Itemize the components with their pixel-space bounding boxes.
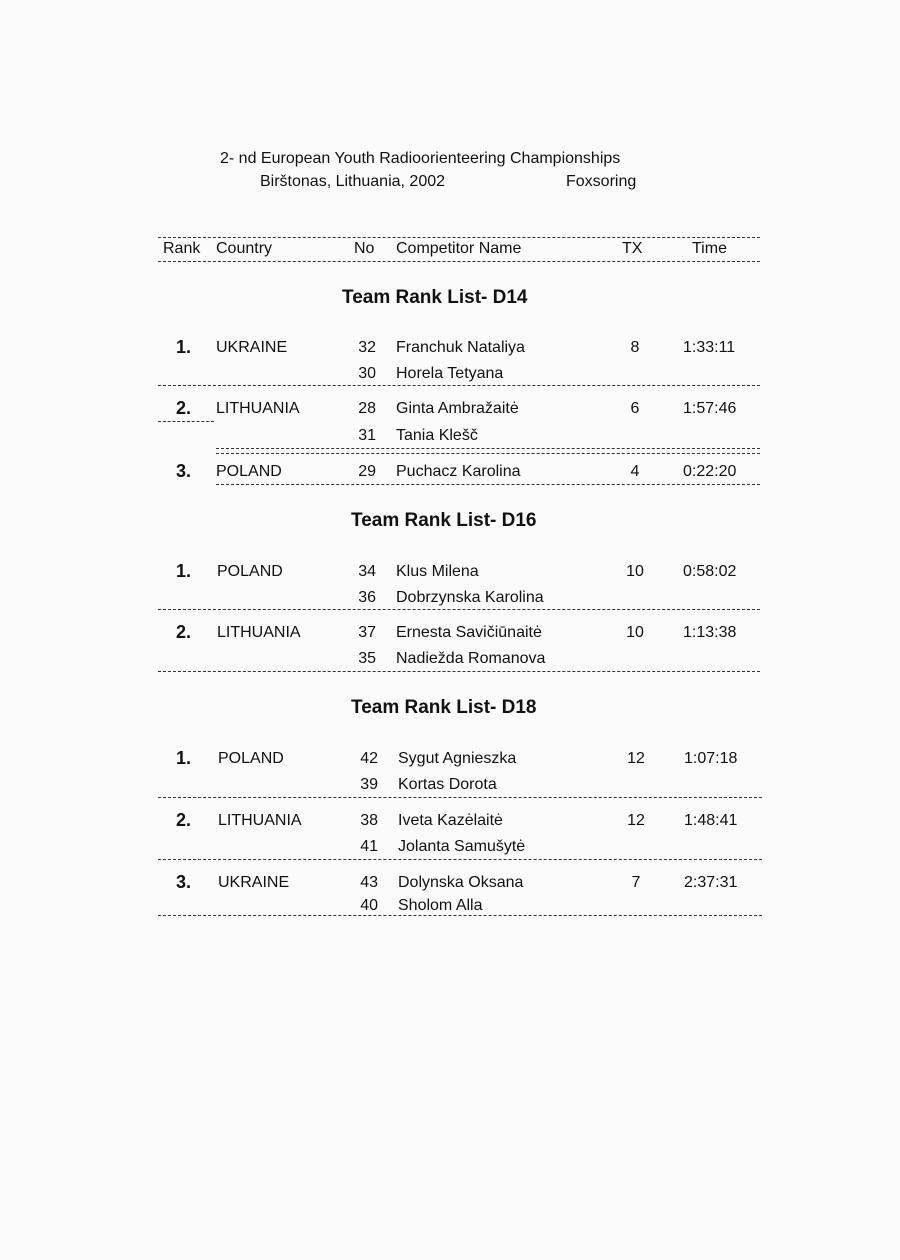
- team-divider: [216, 484, 760, 485]
- team-country: LITHUANIA: [218, 812, 302, 829]
- competitor-no: 32: [358, 339, 376, 356]
- team-tx: 7: [631, 874, 641, 891]
- team-rank: 3.: [176, 461, 192, 481]
- team-divider: [216, 448, 760, 449]
- competitor-no: 31: [358, 427, 376, 444]
- team-time: 1:48:41: [684, 812, 738, 829]
- team-tx: 12: [627, 750, 645, 767]
- competitor-name: Sygut Agnieszka: [398, 750, 517, 767]
- document-subtitle: Birštonas, Lithuania, 2002: [260, 173, 446, 190]
- team-rank: 2.: [176, 398, 192, 418]
- team-tx: 8: [630, 339, 640, 356]
- col-header-rank: Rank: [163, 240, 201, 257]
- team-tx: 10: [626, 624, 644, 641]
- competitor-name: Sholom Alla: [398, 897, 483, 914]
- team-divider: [158, 915, 762, 916]
- team-divider: [158, 671, 760, 672]
- competitor-name: Nadiežda Romanova: [396, 650, 546, 667]
- competitor-name: Ernesta Savičiūnaitė: [396, 624, 542, 641]
- team-divider: [158, 859, 762, 860]
- competitor-name: Franchuk Nataliya: [396, 339, 525, 356]
- team-time: 1:07:18: [684, 750, 738, 767]
- section-title-d16: Team Rank List- D16: [351, 510, 537, 531]
- competitor-no: 42: [360, 750, 378, 767]
- team-tx: 10: [626, 563, 644, 580]
- team-tx: 12: [627, 812, 645, 829]
- team-divider: [158, 609, 760, 610]
- competitor-no: 39: [360, 776, 378, 793]
- team-time: 2:37:31: [684, 874, 738, 891]
- competitor-no: 35: [358, 650, 376, 667]
- col-header-time: Time: [692, 240, 727, 257]
- competitor-no: 43: [360, 874, 378, 891]
- competitor-no: 28: [358, 400, 376, 417]
- team-time: 1:57:46: [683, 400, 737, 417]
- header-top-rule: [158, 237, 760, 238]
- section-title-d18: Team Rank List- D18: [351, 697, 537, 718]
- competitor-name: Ginta Ambražaitė: [396, 400, 519, 417]
- team-rank: 2.: [176, 622, 192, 642]
- competitor-name: Jolanta Samušytė: [398, 838, 526, 855]
- team-rank: 1.: [176, 561, 192, 581]
- team-country: LITHUANIA: [216, 400, 300, 417]
- competitor-name: Dobrzynska Karolina: [396, 589, 544, 606]
- header-bottom-rule: [158, 261, 760, 262]
- competitor-no: 34: [358, 563, 376, 580]
- team-time: 1:13:38: [683, 624, 737, 641]
- col-header-no: No: [354, 240, 375, 257]
- team-divider: [158, 385, 760, 386]
- section-title-d14: Team Rank List- D14: [342, 287, 528, 308]
- team-time: 0:58:02: [683, 563, 737, 580]
- document-title: 2- nd European Youth Radioorienteering Championships: [220, 150, 621, 167]
- team-tx: 4: [630, 463, 640, 480]
- competitor-name: Tania Klešč: [396, 427, 478, 444]
- competitor-no: 40: [360, 897, 378, 914]
- competitor-name: Puchacz Karolina: [396, 463, 521, 480]
- competitor-name: Dolynska Oksana: [398, 874, 524, 891]
- col-header-country: Country: [216, 240, 273, 257]
- competitor-no: 30: [358, 365, 376, 382]
- rank-underline: [158, 421, 214, 422]
- col-header-tx: TX: [622, 240, 643, 257]
- discipline-label: Foxsoring: [566, 173, 637, 190]
- team-divider: [216, 453, 760, 454]
- competitor-no: 38: [360, 812, 378, 829]
- team-country: UKRAINE: [216, 339, 288, 356]
- competitor-no: 29: [358, 463, 376, 480]
- team-country: POLAND: [218, 750, 284, 767]
- competitor-name: Horela Tetyana: [396, 365, 504, 382]
- competitor-no: 36: [358, 589, 376, 606]
- team-tx: 6: [630, 400, 640, 417]
- col-header-name: Competitor Name: [396, 240, 522, 257]
- team-country: POLAND: [216, 463, 282, 480]
- team-rank: 1.: [176, 748, 192, 768]
- team-divider: [158, 797, 762, 798]
- team-country: UKRAINE: [218, 874, 290, 891]
- team-time: 1:33:11: [683, 339, 736, 356]
- team-rank: 1.: [176, 337, 192, 357]
- competitor-name: Klus Milena: [396, 563, 479, 580]
- team-rank: 2.: [176, 810, 192, 830]
- team-time: 0:22:20: [683, 463, 737, 480]
- competitor-no: 37: [358, 624, 376, 641]
- competitor-no: 41: [360, 838, 378, 855]
- team-country: LITHUANIA: [217, 624, 301, 641]
- team-rank: 3.: [176, 872, 192, 892]
- competitor-name: Iveta Kazėlaitė: [398, 812, 503, 829]
- team-country: POLAND: [217, 563, 283, 580]
- competitor-name: Kortas Dorota: [398, 776, 497, 793]
